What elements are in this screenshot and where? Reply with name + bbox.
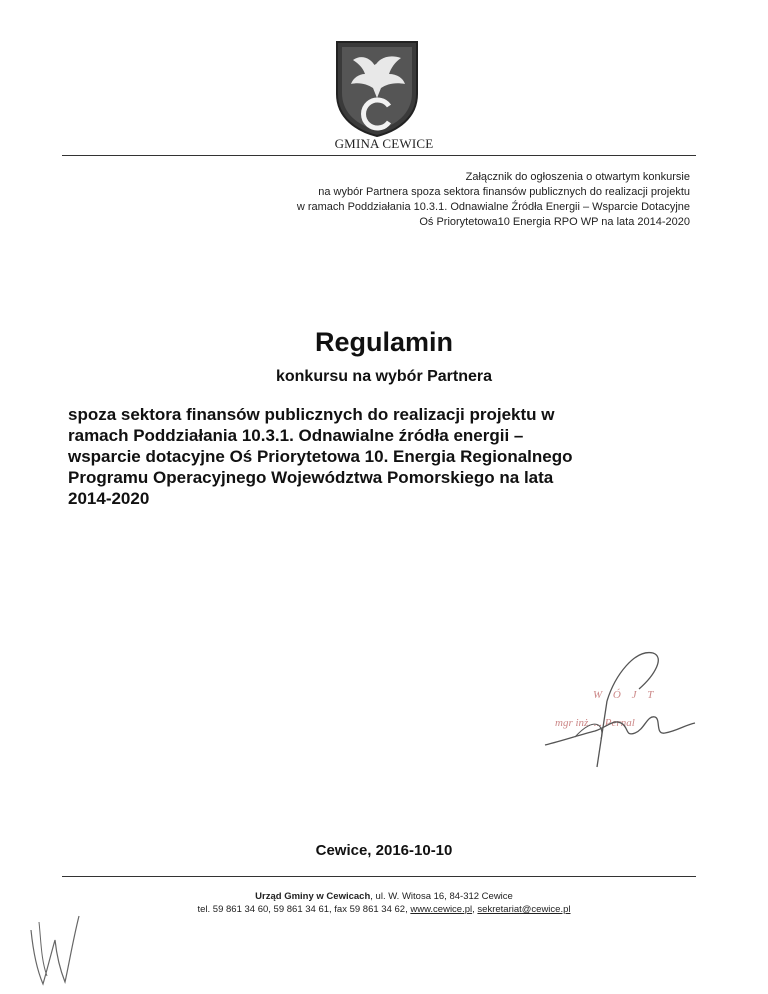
document-subtitle: konkursu na wybór Partnera xyxy=(275,368,493,385)
website-link[interactable]: www.cewice.pl xyxy=(410,904,473,915)
stamp-title: W Ó J T xyxy=(593,689,658,701)
annex-line: Oś Priorytetowa10 Energia RPO WP na lata 2014-2020 xyxy=(419,216,690,228)
signature xyxy=(535,645,705,770)
organization-name: GMINA CEWICE xyxy=(334,136,434,151)
body-line: spoza sektora finansów publicznych do realizacji projektu w xyxy=(68,405,555,424)
annex-line: na wybór Partnera spoza sektora finansów publicznych do realizacji projektu xyxy=(318,186,690,198)
footer-contact xyxy=(0,890,768,916)
body-line: 2014-2020 xyxy=(68,489,150,508)
annex-line: Załącznik do ogłoszenia o otwartym konkursie xyxy=(465,171,690,183)
document-body xyxy=(68,404,708,509)
coat-of-arms-icon xyxy=(331,38,423,138)
annex-line: w ramach Poddziałania 10.3.1. Odnawialne Źródła Energii – Wsparcie Dotacyjne xyxy=(296,201,690,213)
document-title: Regulamin xyxy=(314,327,454,357)
phone-fax: tel. 59 861 34 60, 59 861 34 61, fax 59 861 34 62, xyxy=(197,904,411,915)
office-address: , ul. W. Witosa 16, 84-312 Cewice xyxy=(370,891,513,902)
stamp-name: mgr inż. ... Pernal xyxy=(555,717,635,729)
place-and-date: Cewice, 2016-10-10 xyxy=(315,842,453,859)
body-line: wsparcie dotacyjne Oś Priorytetowa 10. Energia Regionalnego xyxy=(68,447,573,466)
header-divider xyxy=(62,155,696,156)
handwritten-initials-icon xyxy=(25,910,85,988)
annex-note xyxy=(170,170,690,230)
link-separator: , xyxy=(472,904,478,915)
signature-scribble-icon xyxy=(535,645,705,770)
footer-divider xyxy=(62,876,696,877)
office-name: Urząd Gminy w Cewicach xyxy=(255,891,371,902)
email-link[interactable]: sekretariat@cewice.pl xyxy=(477,904,571,915)
body-line: ramach Poddziałania 10.3.1. Odnawialne źródła energii – xyxy=(68,426,524,445)
body-line: Programu Operacyjnego Województwa Pomorskiego na lata xyxy=(68,468,554,487)
